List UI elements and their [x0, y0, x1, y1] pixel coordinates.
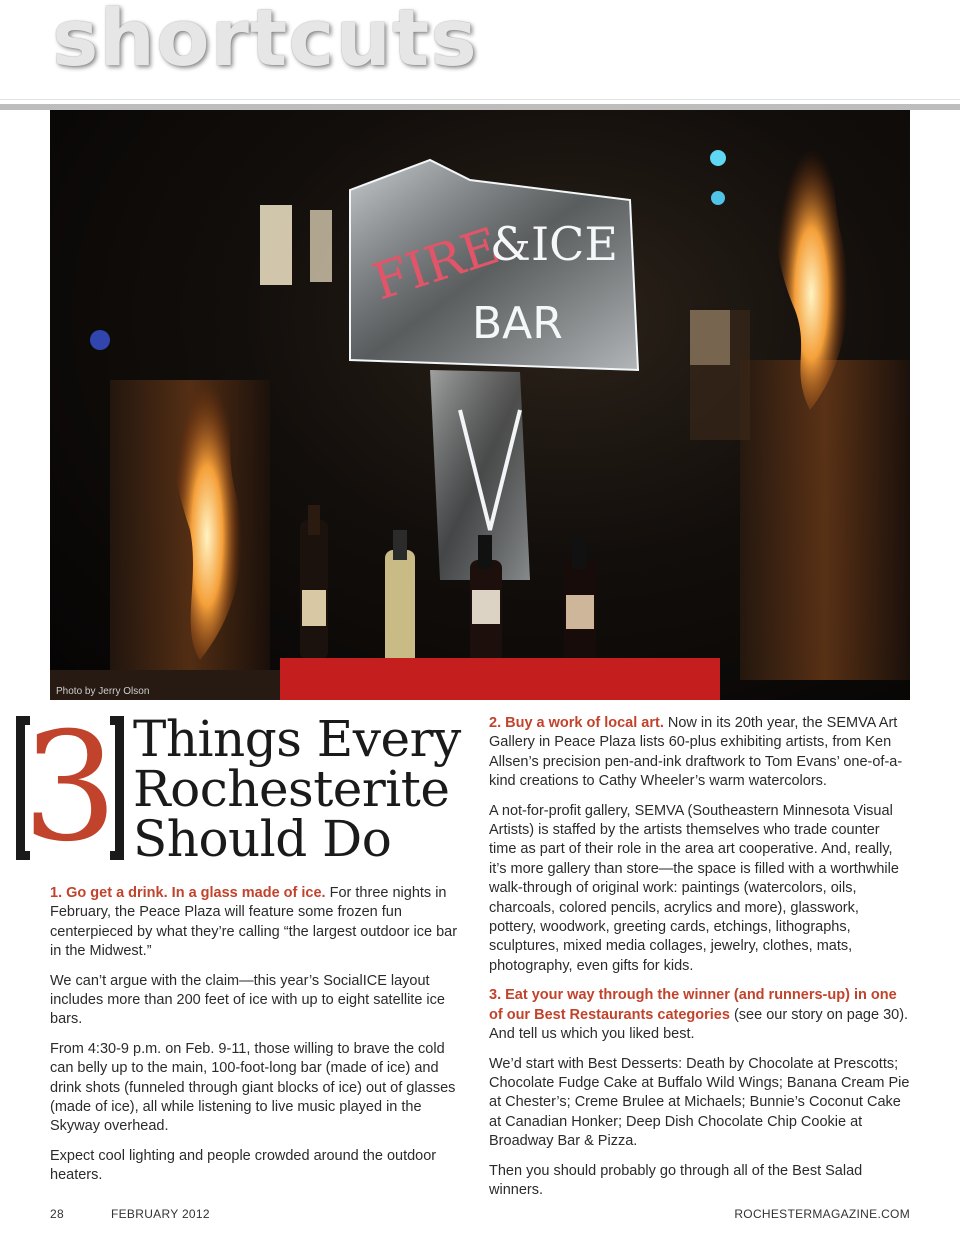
sign-text-bar: BAR: [472, 298, 563, 349]
item-one-text: For three nights in February, the Peace Plaza will feature some frozen fun centerpieced by what they’re calling “the largest outdoor ice bar in the Midwest.”: [50, 885, 458, 960]
item-two-paragraph-2: A not-for-profit gallery, SEMVA (Southeastern Minnesota Visual Artists) is staffed by the artists themselves who trade counter time as part of their role in the area art cooperative. And, really, it’s more gallery than store—the space is filled with a worthwhile walk-through of original work: paintings (watercolors, oils, charcoals, colored pencils, acrylics and more), glasswork, pottery, woodwork, greeting cards, etchings, lithographs, sculptures, mixed media collages, jewelry, clothes, mats, photography, even gifts for kids.: [489, 802, 899, 974]
article-column-right: [489, 714, 910, 1210]
article-headline: Things Every Rochesterite Should Do: [133, 710, 461, 868]
ice-sign: [350, 160, 638, 580]
item-one-paragraph-3: From 4:30-9 p.m. on Feb. 9-11, those willing to brave the cold can belly up to the main, 100-foot-long bar (made of ice) and drink shots (funneled through giant blocks of ice) out of glasses (made of ice), all while listening to live music played in the Skyway overhead.: [50, 1040, 456, 1135]
item-three-paragraph-3: Then you should probably go through all of the Best Salad winners.: [489, 1162, 863, 1198]
item-three-paragraph-2: We’d start with Best Desserts: Death by Chocolate at Prescotts; Chocolate Fudge Cake at Buffalo Wild Wings; Banana Cream Pie at Chester’s; Creme Brulee at Michaels; Bunnie’s Coconut Cake at Canadian Honker; Deep Dish Chocolate Chip Cookie at Broadway Bar & Pizza.: [489, 1055, 910, 1150]
blue-light: [710, 150, 726, 166]
item-one-paragraph-2: We can’t argue with the claim—this year’s SocialICE layout includes more than 200 feet of ice with up to eight satellite ice bars.: [50, 972, 445, 1028]
site-url: ROCHESTERMAGAZINE.COM: [734, 1207, 910, 1221]
item-two-paragraph: [489, 714, 910, 792]
sign-text-ice: &ICE: [490, 217, 618, 271]
item-three-text: (see our story on page 30). And tell us which you liked best.: [489, 1006, 909, 1043]
item-one-lead: 1. Go get a drink. In a glass made of ice.: [50, 885, 326, 901]
header-band: [0, 0, 960, 110]
item-two-text: Now in its 20th year, the SEMVA Art Gallery in Peace Plaza lists 60-plus exhibiting artists, from Ken Allsen’s precision pen-and-ink draftwork to Tom Evans’ one-of-a-kind creations to Cathy Wheeler’s warm watercolors.: [489, 715, 903, 790]
page-number: 28: [50, 1207, 64, 1221]
item-one-paragraph-4: Expect cool lighting and people crowded around the outdoor heaters.: [50, 1147, 437, 1184]
right-bracket: [110, 716, 124, 860]
item-three-paragraph: [489, 986, 910, 1044]
blue-light: [90, 330, 110, 350]
red-table: [280, 658, 720, 700]
item-two-lead: 2. Buy a work of local art.: [489, 715, 664, 731]
issue-date: FEBRUARY 2012: [111, 1207, 210, 1221]
window-light: [260, 205, 292, 285]
patio-heater-right: [740, 360, 910, 680]
list-number-graphic: [12, 701, 128, 875]
sign-text-fire: FIRE: [365, 216, 507, 312]
article-column-left: [50, 884, 470, 1196]
item-three-lead: 3. Eat your way through the winner (and runners-up) in one of our Best Restaurants categories: [489, 987, 897, 1023]
section-title: shortcuts: [52, 0, 478, 84]
blue-light: [711, 191, 725, 205]
heater-glass: [690, 310, 750, 440]
ice-bar-illustration: [50, 110, 910, 700]
photo-credit: Photo by Jerry Olson: [56, 686, 150, 697]
item-one-paragraph: [50, 884, 470, 962]
window-light: [310, 210, 332, 282]
feature-photo: [50, 110, 910, 700]
list-number: 3: [22, 701, 118, 875]
